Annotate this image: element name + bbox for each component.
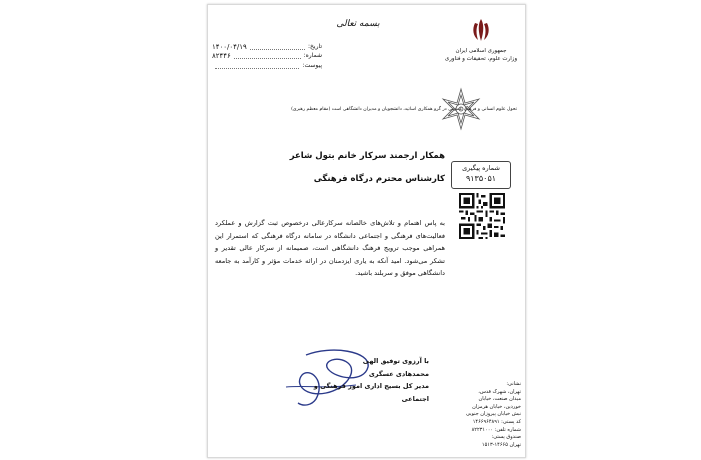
tracking-box xyxy=(451,161,511,189)
number-label: شماره: xyxy=(303,52,322,59)
address-line: کد پستی: ۱۴۶۶۹۶۴۸۹۱ xyxy=(472,418,521,425)
attachment-row xyxy=(212,62,322,69)
date-value: ۱۴۰۰/۰۴/۱۹ xyxy=(212,43,247,51)
qr-code xyxy=(459,193,505,239)
signature-name: محمدهادی عسگری xyxy=(368,369,429,378)
address-line: صندوق پستی: xyxy=(491,434,521,441)
basmala: بسمه تعالی xyxy=(336,19,380,29)
address-line: شماره تلفن: ۸۲۲۳۱۰۰۰ xyxy=(471,426,521,433)
slogan-text: تحول علوم انسانی و فرهنگ عمومی در گرو همکاری اساتید، دانشجویان و مدیران دانشگاهی است (مقام معظم رهبری) xyxy=(291,107,517,112)
signature-line-1: با آرزوی توفیق الهی xyxy=(362,357,429,365)
organization-name xyxy=(441,47,521,63)
address-block xyxy=(459,381,521,449)
recipient-line-1: همکار ارجمند سرکار خانم بتول شاعر xyxy=(289,151,445,161)
number-value: ۸۲۴۴۶ xyxy=(212,52,231,60)
number-row xyxy=(212,52,322,60)
address-line: میدان صنعت، خیابان xyxy=(478,396,521,403)
address-line: تهران، شهرک قدس، xyxy=(478,388,521,395)
org-line-1: جمهوری اسلامی ایران xyxy=(455,48,507,54)
signature-block xyxy=(299,355,429,405)
iran-emblem-icon xyxy=(470,17,492,43)
recipient-line-2: کارشناس محترم درگاه فرهنگی xyxy=(313,174,445,184)
date-label: تاریخ: xyxy=(308,43,322,50)
org-line-2: وزارت علوم، تحقیقات و فناوری xyxy=(444,56,518,62)
attachment-label: پیوست: xyxy=(302,62,322,69)
tracking-label: شماره پیگیری xyxy=(462,164,500,172)
date-row xyxy=(212,43,322,51)
letter-page xyxy=(207,4,526,458)
address-line: خوردین، خیابان هرمزان xyxy=(472,403,521,410)
address-line: تهران ۱۴۶۶۵-۱۵۱۳ xyxy=(481,441,521,448)
signature-title: مدیر کل بسیج اداری امور فرهنگی و اجتماعی xyxy=(313,382,429,403)
tracking-number: ۹۱۳۵۰۵۱ xyxy=(465,174,497,183)
address-title: نشانی: xyxy=(506,381,521,387)
address-line: نبش خیابان پیروزان جنوبی xyxy=(465,411,521,418)
letter-body: به پاس اهتمام و تلاش‌های خالصانه سرکارعالی درخصوص ثبت گزارش و عملکرد فعالیت‌های فرهنگی و اجتماعی دانشگاه در سامانه درگاه فرهنگی که استمرار این همراهی موجب ترویج فرهنگ دانشگاهی است، صمیمانه از سرکار عالی تقدیر و تشکر می‌شود. امید آنکه به یاری ایزدمنان در ارائه خدمات مؤثر و کارآمد به جامعه دانشگاهی موفق و سربلند باشید. xyxy=(215,219,445,277)
